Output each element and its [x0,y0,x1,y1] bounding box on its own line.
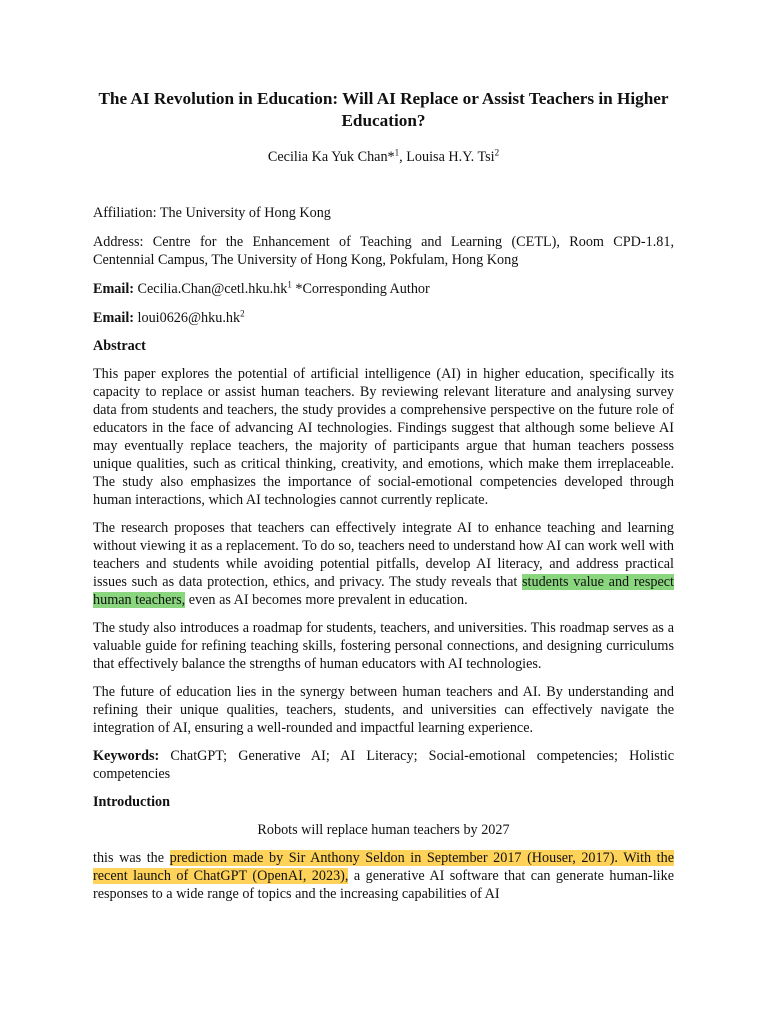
corresponding-author-note: *Corresponding Author [291,281,430,297]
keywords-text: ChatGPT; Generative AI; AI Literacy; Social-emotional competencies; Holistic competencies [93,748,674,782]
email-line-1 [93,280,674,298]
email-address-1[interactable]: Cecilia.Chan@cetl.hku.hk [133,281,288,297]
author-line [93,148,674,166]
keywords-label: Keywords: [93,748,160,764]
email-label-2: Email: [93,310,134,326]
author-1: Cecilia Ka Yuk Chan* [267,149,395,165]
yellow-highlight: prediction made by Sir Anthony Seldon in September 2017 (Houser, 2017). With the recent launch of ChatGPT (OpenAI, 2023), [93,850,674,884]
email-2-mark: 2 [240,308,245,319]
email-label-1: Email: [93,281,134,297]
intro-p1-text-end: a generative AI software that can generate human-like responses to a wide range of topics and the increasing capabilities of AI [93,868,674,902]
introduction-paragraph-1 [93,849,674,903]
abstract-paragraph-4: The future of education lies in the synergy between human teachers and AI. By understanding and refining their unique qualities, teachers, students, and universities can effectively navigate the integration of AI, ensuring a well-rounded and impactful learning experience. [93,684,674,736]
green-highlight: students value and respect human teachers, [93,574,674,608]
email-line-2 [93,309,674,327]
address: Address: Centre for the Enhancement of Teaching and Learning (CETL), Room CPD-1.81, Centennial Campus, The University of Hong Kong, Pokfulam, Hong Kong [93,234,674,268]
abstract-paragraph-2 [93,519,674,609]
intro-p1-text-start: this was the [93,850,170,866]
author-2-affiliation-mark: 2 [494,147,500,158]
affiliation: Affiliation: The University of Hong Kong [93,205,331,221]
paper-title: The AI Revolution in Education: Will AI Replace or Assist Teachers in Higher Education? [98,89,669,130]
abstract-p2-text-start: The research proposes that teachers can effectively integrate AI to enhance teaching and learning without viewing it as a replacement. To do so, teachers need to understand how AI can work well with teachers and students while avoiding potential pitfalls, develop AI literacy, and address practical issues such as data protection, ethics, and privacy. The study reveals that [93,520,674,590]
email-address-2[interactable]: loui0626@hku.hk [133,310,241,326]
introduction-heading: Introduction [93,794,170,810]
abstract-paragraph-3: The study also introduces a roadmap for students, teachers, and universities. This roadmap serves as a valuable guide for refining teaching skills, fostering personal connections, and designing curriculums that effectively balance the strengths of human educators with AI technologies. [93,620,674,672]
abstract-heading: Abstract [93,338,146,354]
email-1-mark: 1 [287,279,292,290]
author-separator: , [399,149,407,165]
author-2: Louisa H.Y. Tsi [406,149,495,165]
abstract-p2-text-end: even as AI becomes more prevalent in education. [185,592,468,608]
author-1-affiliation-mark: 1 [394,147,400,158]
abstract-paragraph-1: This paper explores the potential of artificial intelligence (AI) in higher education, specifically its capacity to replace or assist human teachers. By reviewing relevant literature and analysing survey data from students and teachers, the study provides a comprehensive perspective on the future role of educators in the face of advancing AI technologies. Findings suggest that although some believe AI may eventually replace teachers, the majority of participants argue that human teachers possess unique qualities, such as critical thinking, creativity, and emotions, which make them irreplaceable. The study also emphasizes the importance of social-emotional competencies developed through human interactions, which AI technologies cannot currently replicate. [93,366,674,508]
keywords-line [93,747,674,783]
epigraph-quote: Robots will replace human teachers by 2027 [257,822,510,838]
